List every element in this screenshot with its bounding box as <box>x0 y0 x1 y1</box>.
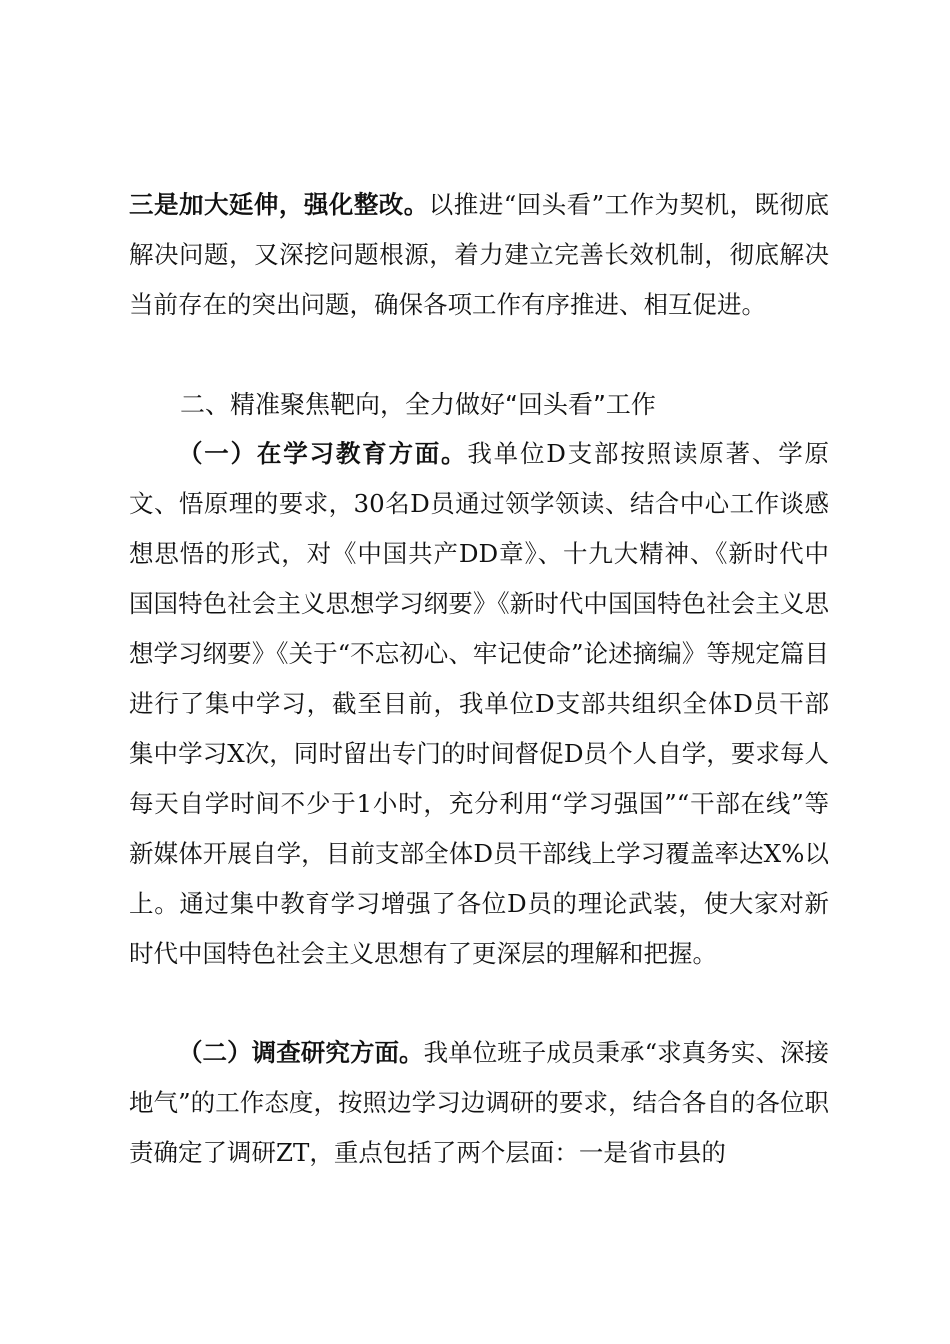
paragraph-2-text: 我单位D支部按照读原著、学原文、悟原理的要求，30名D员通过领学领读、结合中心工作谈感想思悟的形式，对《中国共产DD章》、十九大精神、《新时代中国国特色社会主义思想学习纲要》《新时代中国国特色社会主义思想学习纲要》《关于“不忘初心、牢记使命”论述摘编》等规定篇目进行了集中学习，截至目前，我单位D支部共组织全体D员干部集中学习X次，同时留出专门的时间督促D员个人自学，要求每人每天自学时间不少于1小时，充分利用“学习强国”“干部在线”等新媒体开展自学，目前支部全体D员干部线上学习覆盖率达X%以上。通过集中教育学习增强了各位D员的理论武装，使大家对新时代中国特色社会主义思想有了更深层的理解和把握。 <box>129 439 829 968</box>
section-heading: 二、精准聚焦靶向，全力做好“回头看”工作 <box>180 390 656 419</box>
paragraph-3 <box>129 1028 829 1178</box>
paragraph-2 <box>129 429 829 979</box>
paragraph-3-lead: （二）调查研究方面。 <box>178 1038 424 1067</box>
paragraph-1 <box>129 180 829 330</box>
paragraph-2-lead: （一）在学习教育方面。 <box>178 439 468 468</box>
paragraph-3-text: 我单位班子成员秉承“求真务实、深接地气”的工作态度，按照边学习边调研的要求，结合各自的各位职责确定了调研ZT，重点包括了两个层面：一是省市县的 <box>129 1038 830 1167</box>
paragraph-1-lead: 三是加大延伸，强化整改。 <box>129 190 429 219</box>
paragraph-1-text: 以推进“回头看”工作为契机，既彻底解决问题，又深挖问题根源，着力建立完善长效机制，彻底解决当前存在的突出问题，确保各项工作有序推进、相互促进。 <box>129 190 829 319</box>
